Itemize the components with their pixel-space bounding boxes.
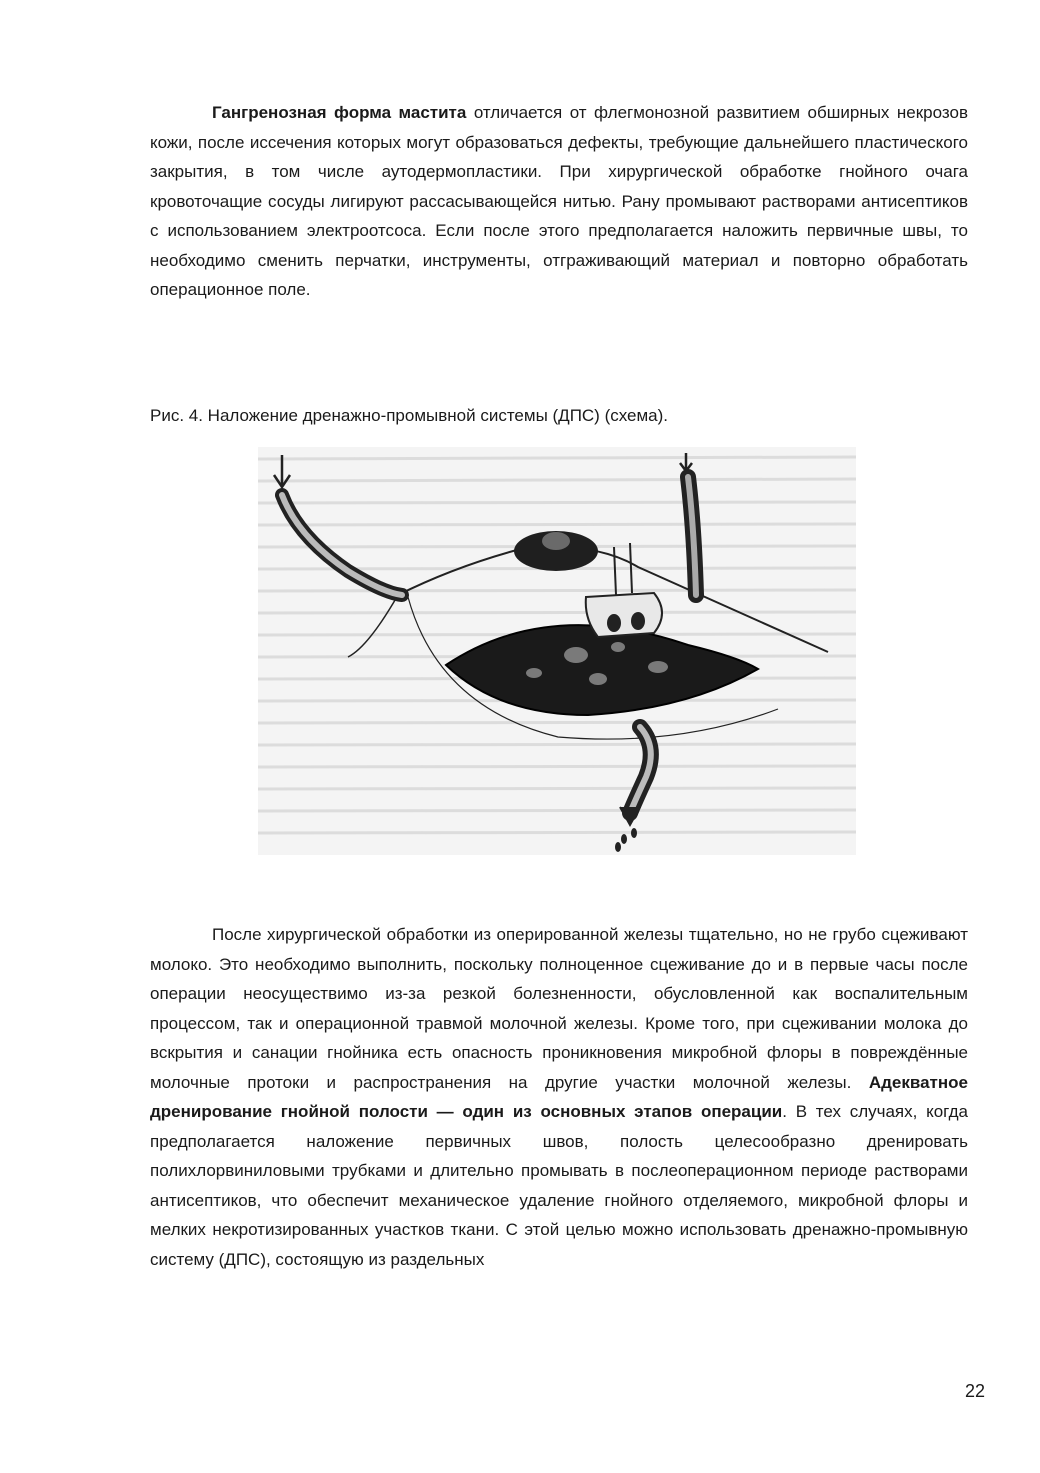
paragraph-body-before: После хирургической обработки из оперированной железы тщательно, но не грубо сцеживают молоко. Это необходимо выполнить, поскольку полноценное сцеживание до и в первые часы после операции неосуществимо из-за резкой болезненности, обусловленной как воспалительным процессом, так и операционной травмой молочной железы. Кроме того, при сцеживании молока до вскрытия и санации гнойника есть опасность проникновения микробной флоры в повреждённые молочные протоки и распространения на другие участки молочной железы.: [150, 925, 968, 1092]
paragraph-body: отличается от флегмонозной развитием обширных некрозов кожи, после иссечения которых могут образоваться дефекты, требующие дальнейшего пластического закрытия, в том числе аутодермопластики. При хирургической обработке гнойного очага кровоточащие сосуды лигируют рассасывающейся нитью. Рану промывают растворами антисептиков с использованием электроотсоса. Если после этого предполагается наложить первичные швы, то необходимо сменить перчатки, инструменты, отграживающий материал и повторно обработать операционное поле.: [150, 103, 968, 299]
paragraph-bold-emphasis: Адекватное дренирование гнойной полости — один из основных этапов операции: [150, 1072, 968, 1121]
figure-caption: Рис. 4. Наложение дренажно-промывной системы (ДПС) (схема).: [150, 406, 669, 425]
drainage-system-figure: [258, 447, 856, 855]
drainage-scheme-illustration: [258, 447, 856, 855]
page-number: 22: [964, 1381, 985, 1401]
paragraph-body-after: . В тех случаях, когда предполагается наложение первичных швов, полость целесообразно дренировать полихлорвиниловыми трубками и длительно промывать в послеоперационном периоде растворами антисептиков, что обеспечит механическое удаление гнойного отделяемого, микробной флоры и мелких некротизированных участков ткани. С этой целью можно использовать дренажно-промывную систему (ДПС), состоящую из раздельных: [150, 1102, 968, 1269]
paragraph-bold-lead: Гангренозная форма мастита: [212, 103, 467, 122]
paragraph-gangrenous-mastitis: [150, 98, 968, 305]
paragraph-drainage: [150, 920, 968, 1274]
